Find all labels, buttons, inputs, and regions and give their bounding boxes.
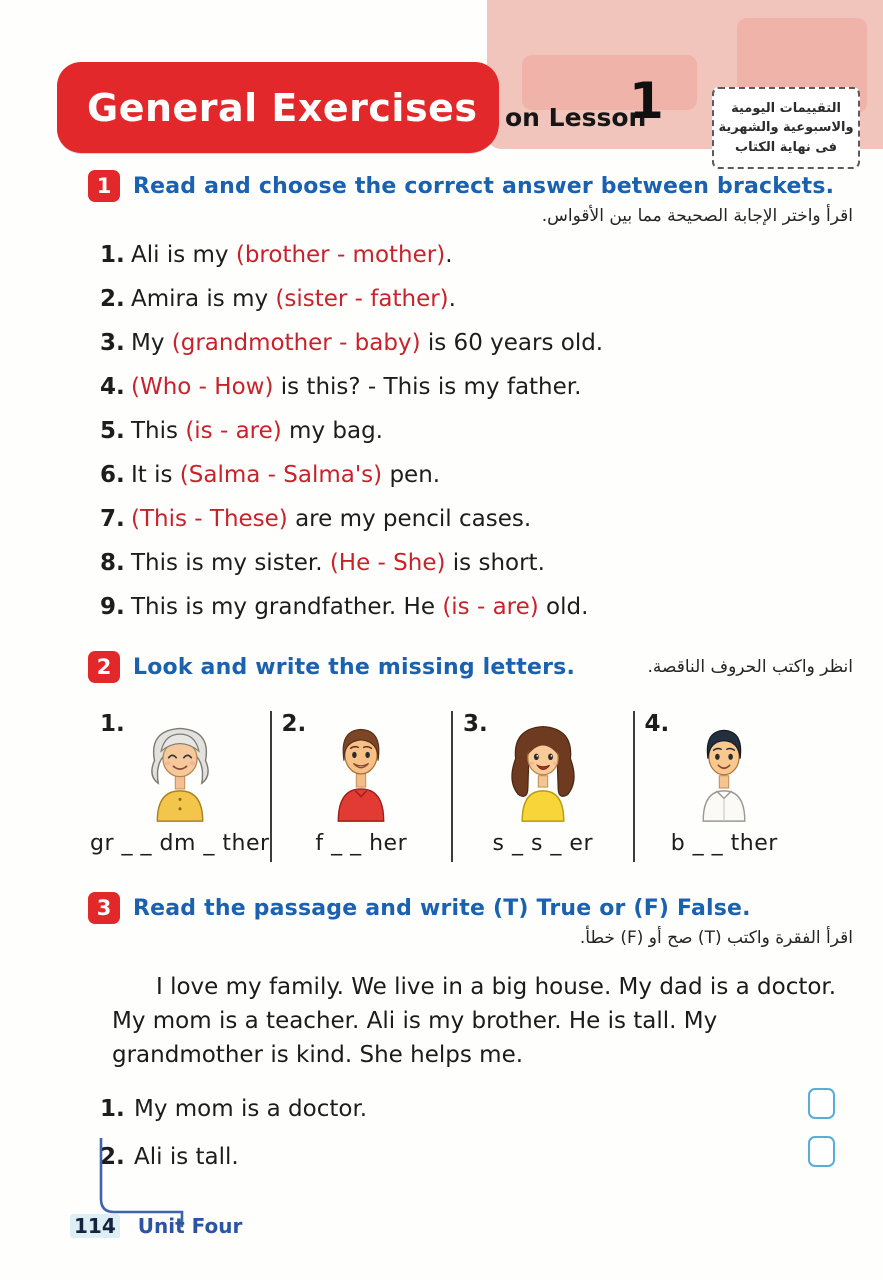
exercise2-title-arabic: انظر واكتب الحروف الناقصة.	[647, 657, 853, 677]
fill-in-answer[interactable]: gr _ _ dm _ ther	[90, 831, 270, 856]
exercise2-number-badge: 2	[88, 651, 120, 683]
picture-item-grandmother	[90, 711, 272, 862]
unit-label: Unit Four	[137, 1214, 243, 1238]
answer-checkbox[interactable]	[808, 1136, 835, 1167]
item-number: 9.	[100, 594, 125, 620]
grandmother-illustration	[132, 719, 228, 823]
item-text: Amira is my	[131, 286, 276, 312]
item-text: This is my sister.	[131, 550, 330, 576]
brother-illustration	[676, 719, 772, 823]
exercise1-number-badge: 1	[88, 170, 120, 202]
item-number: 4.	[100, 374, 125, 400]
statement-text: Ali is tall.	[134, 1144, 239, 1170]
exercise3-title: Read the passage and write (T) True or (F) False.	[133, 895, 751, 921]
picture-items-row	[90, 711, 814, 862]
assessment-note-box	[712, 87, 860, 169]
answer-choices[interactable]: (is - are)	[185, 418, 282, 444]
question-item	[100, 330, 883, 357]
exercise1-title: Read and choose the correct answer between brackets.	[133, 173, 835, 199]
question-item	[100, 462, 883, 489]
exercise2-header	[88, 651, 853, 683]
question-item	[100, 286, 883, 313]
item-text: Ali is my	[131, 242, 236, 268]
question-item	[100, 418, 883, 445]
lesson-number: 1	[629, 72, 664, 130]
item-number: 3.	[463, 711, 488, 737]
lesson-subtitle-text: on Lesson	[505, 103, 647, 132]
item-number: 6.	[100, 462, 125, 488]
fill-in-answer[interactable]: s _ s _ er	[492, 831, 593, 856]
item-text: It is	[131, 462, 180, 488]
picture-item-brother	[635, 711, 814, 862]
exercise1-title-arabic: اقرأ واختر الإجابة الصحيحة مما بين الأقواس.	[541, 206, 853, 226]
exercise3-title-arabic: اقرأ الفقرة واكتب (T) صح أو (F) خطأ.	[579, 928, 853, 948]
picture-item-sister	[453, 711, 634, 862]
answer-checkbox[interactable]	[808, 1088, 835, 1119]
item-text: .	[448, 286, 456, 312]
item-number: 5.	[100, 418, 125, 444]
answer-choices[interactable]: (sister - father)	[275, 286, 449, 312]
exercise3-number-badge: 3	[88, 892, 120, 924]
exercise1-items	[100, 242, 883, 621]
item-text: is 60 years old.	[420, 330, 604, 356]
answer-choices[interactable]: (Who - How)	[131, 374, 274, 400]
item-text: This is my grandfather. He	[131, 594, 443, 620]
item-text: My	[131, 330, 172, 356]
item-number: 1.	[100, 242, 125, 268]
item-text: pen.	[382, 462, 441, 488]
reading-passage: I love my family. We live in a big house. My dad is a doctor. My mom is a teacher. Ali is my brother. He is tall. My grandmother is kind. She helps me.	[112, 974, 837, 1068]
item-text: are my pencil cases.	[287, 506, 532, 532]
true-false-item	[100, 1140, 883, 1174]
answer-choices[interactable]: (is - are)	[442, 594, 539, 620]
note-line: والاسبوعية والشهرية	[718, 120, 854, 136]
picture-item-father	[272, 711, 453, 862]
page-title: General Exercises	[87, 85, 478, 130]
answer-choices[interactable]: (grandmother - baby)	[171, 330, 421, 356]
fill-in-answer[interactable]: f _ _ her	[315, 831, 408, 856]
item-number: 1.	[100, 1096, 125, 1122]
item-text: is short.	[445, 550, 545, 576]
fill-in-answer[interactable]: b _ _ ther	[670, 831, 778, 856]
answer-choices[interactable]: (This - These)	[131, 506, 288, 532]
item-number: 2.	[281, 711, 307, 737]
exercise2-title: Look and write the missing letters.	[133, 654, 576, 680]
item-number: 3.	[100, 330, 125, 356]
answer-choices[interactable]: (Salma - Salma's)	[179, 462, 383, 488]
question-item	[100, 506, 883, 533]
item-text: is this? - This is my father.	[273, 374, 582, 400]
statement-text: My mom is a doctor.	[134, 1096, 368, 1122]
answer-choices[interactable]: (He - She)	[329, 550, 446, 576]
item-text: old.	[538, 594, 589, 620]
note-line: التقييمات اليومية	[731, 100, 841, 116]
question-item	[100, 594, 883, 621]
page-number: 114	[70, 1214, 120, 1238]
question-item	[100, 242, 883, 269]
sister-illustration	[495, 719, 591, 823]
question-item	[100, 550, 883, 577]
item-number: 2.	[100, 286, 125, 312]
question-item	[100, 374, 883, 401]
item-number: 2.	[100, 1144, 125, 1170]
answer-choices[interactable]: (brother - mother)	[235, 242, 446, 268]
exercise3-header	[88, 892, 883, 924]
item-text: This	[131, 418, 186, 444]
note-line: فى نهاية الكتاب	[735, 139, 837, 155]
item-text: .	[445, 242, 453, 268]
item-number: 1.	[100, 711, 125, 737]
lesson-subtitle	[505, 70, 705, 140]
item-text: my bag.	[281, 418, 383, 444]
item-number: 4.	[644, 711, 670, 737]
father-illustration	[313, 719, 409, 823]
page-footer	[70, 1214, 242, 1238]
title-banner	[57, 62, 499, 153]
true-false-item	[100, 1092, 883, 1126]
item-number: 8.	[100, 550, 125, 576]
exercise1-header	[88, 170, 883, 202]
item-number: 7.	[100, 506, 125, 532]
